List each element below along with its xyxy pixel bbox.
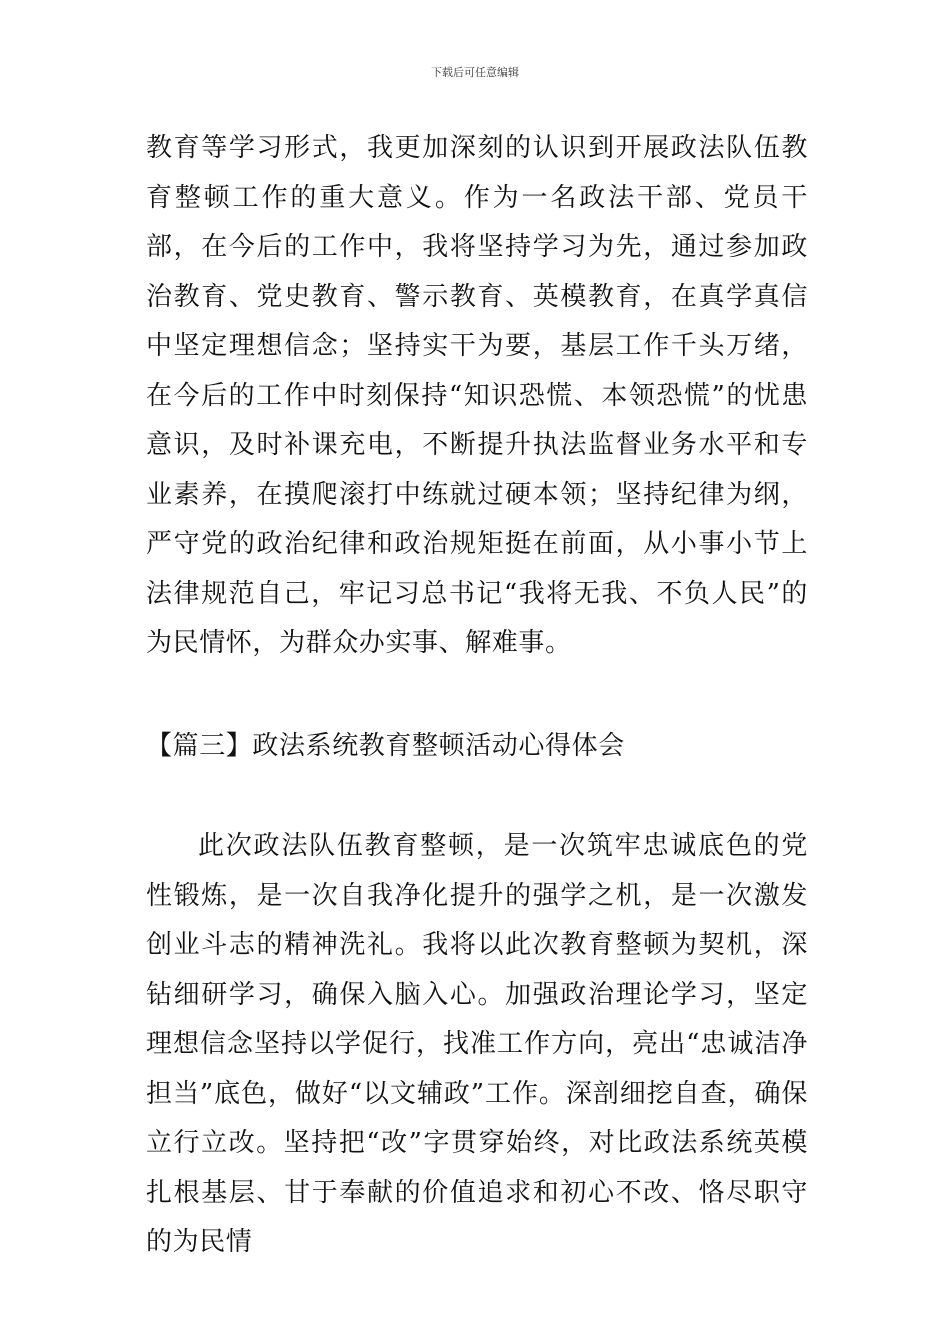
page-header: 下载后可任意编辑 bbox=[431, 66, 519, 79]
section-heading: 【篇三】政法系统教育整顿活动心得体会 bbox=[146, 731, 625, 761]
paragraph-section-three: 此次政法队伍教育整顿，是一次筑牢忠诚底色的党性锻炼，是一次自我净化提升的强学之机，是一次激发创业斗志的精神洗礼。我将以此次教育整顿为契机，深钻细研学习，确保入脑入心。加强政治理论学习，坚定理想信念坚持以学促行，找准工作方向，亮出“忠诚洁净担当”底色，做好“以文辅政”工作。深剖细挖自查，确保立行立改。坚持把“改”字贯穿始终，对比政法系统英模扎根基层、甘于奉献的价值追求和初心不改、恪尽职守的为民情 bbox=[146, 831, 808, 1257]
paragraph-continued: 教育等学习形式，我更加深刻的认识到开展政法队伍教育整顿工作的重大意义。作为一名政法干部、党员干部，在今后的工作中，我将坚持学习为先，通过参加政治教育、党史教育、警示教育、英模教育，在真学真信中坚定理想信念；坚持实干为要，基层工作千头万绪，在今后的工作中时刻保持“知识恐慌、本领恐慌”的忧患意识，及时补课充电，不断提升执法监督业务水平和专业素养，在摸爬滚打中练就过硬本领；坚持纪律为纲，严守党的政治纪律和政治规矩挺在前面，从小事小节上法律规范自己，牢记习总书记“我将无我、不负人民”的为民情怀，为群众办实事、解难事。 bbox=[146, 133, 808, 658]
